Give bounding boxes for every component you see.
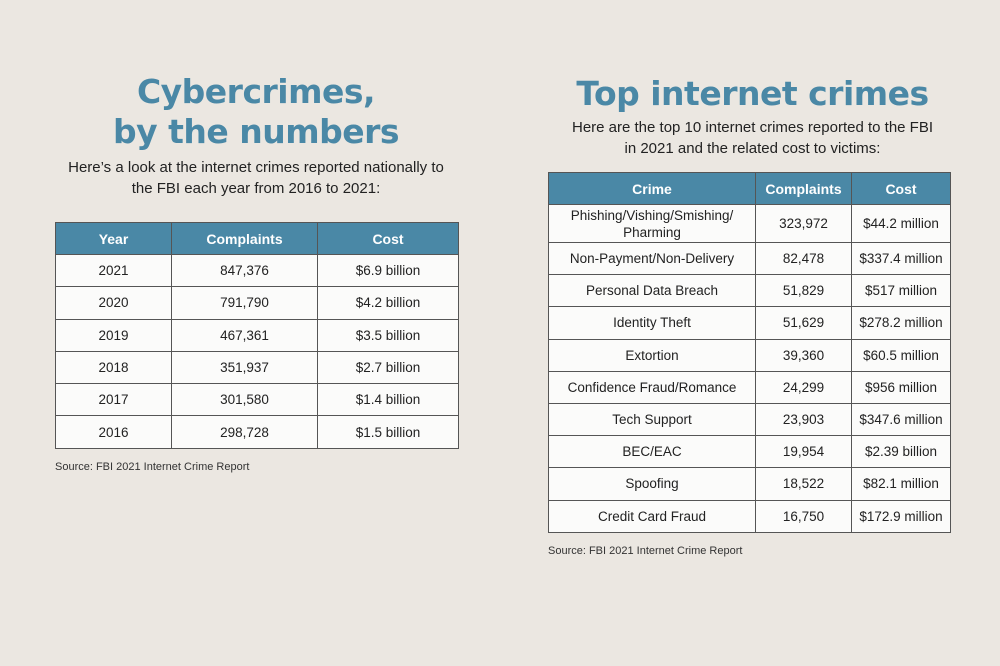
complaints-cell: 39,360 bbox=[756, 339, 852, 371]
yearly-source-note: Source: FBI 2021 Internet Crime Report bbox=[55, 461, 250, 473]
complaints-cell: 16,750 bbox=[756, 500, 852, 532]
cost-header: Cost bbox=[318, 223, 459, 255]
yearly-title-line-2: by the numbers bbox=[112, 112, 400, 151]
complaints-cell: 51,629 bbox=[756, 307, 852, 339]
complaints-cell: 24,299 bbox=[756, 371, 852, 403]
cost-cell: $1.5 billion bbox=[318, 416, 459, 448]
complaints-cell: 467,361 bbox=[172, 319, 318, 351]
crime-cell: BEC/EAC bbox=[549, 436, 756, 468]
cost-cell: $44.2 million bbox=[852, 205, 951, 243]
cost-cell: $956 million bbox=[852, 371, 951, 403]
crime-cell: Personal Data Breach bbox=[549, 275, 756, 307]
crime-cell: Identity Theft bbox=[549, 307, 756, 339]
table-row bbox=[549, 436, 951, 468]
cost-cell: $347.6 million bbox=[852, 403, 951, 435]
table-row bbox=[56, 351, 459, 383]
cost-cell: $517 million bbox=[852, 275, 951, 307]
yearly-subtitle-line-2: the FBI each year from 2016 to 2021: bbox=[131, 180, 381, 197]
complaints-cell: 51,829 bbox=[756, 275, 852, 307]
complaints-cell: 23,903 bbox=[756, 403, 852, 435]
table-row bbox=[549, 403, 951, 435]
top-crimes-title: Top internet crimes bbox=[576, 74, 929, 113]
yearly-subtitle-line-1: Here’s a look at the internet crimes reported nationally to bbox=[68, 159, 444, 176]
complaints-cell: 351,937 bbox=[172, 351, 318, 383]
yearly-table bbox=[55, 222, 459, 449]
crime-cell: Tech Support bbox=[549, 403, 756, 435]
cost-cell: $1.4 billion bbox=[318, 384, 459, 416]
table-row bbox=[549, 500, 951, 532]
top-crimes-source-note: Source: FBI 2021 Internet Crime Report bbox=[548, 545, 743, 557]
complaints-cell: 298,728 bbox=[172, 416, 318, 448]
yearly-title bbox=[0, 72, 512, 152]
cost-cell: $3.5 billion bbox=[318, 319, 459, 351]
cost-cell: $2.39 billion bbox=[852, 436, 951, 468]
complaints-header: Complaints bbox=[172, 223, 318, 255]
complaints-cell: 301,580 bbox=[172, 384, 318, 416]
crime-cell: Extortion bbox=[549, 339, 756, 371]
crime-line-1: Phishing/Vishing/Smishing/ bbox=[570, 207, 734, 223]
complaints-cell: 323,972 bbox=[756, 205, 852, 243]
top-crimes-subtitle-line-1: Here are the top 10 internet crimes reported to the FBI bbox=[571, 119, 934, 136]
year-cell: 2017 bbox=[56, 384, 172, 416]
year-cell: 2020 bbox=[56, 287, 172, 319]
cost-cell: $4.2 billion bbox=[318, 287, 459, 319]
cost-cell: $60.5 million bbox=[852, 339, 951, 371]
complaints-cell: 82,478 bbox=[756, 243, 852, 275]
cost-cell: $337.4 million bbox=[852, 243, 951, 275]
crime-cell: Spoofing bbox=[549, 468, 756, 500]
yearly-title-line-1: Cybercrimes, bbox=[136, 72, 376, 111]
cost-cell: $172.9 million bbox=[852, 500, 951, 532]
top-crimes-subtitle bbox=[500, 117, 1000, 159]
table-row bbox=[56, 416, 459, 448]
crime-cell: Confidence Fraud/Romance bbox=[549, 371, 756, 403]
table-row bbox=[56, 255, 459, 287]
complaints-header: Complaints bbox=[756, 173, 852, 205]
cost-cell: $278.2 million bbox=[852, 307, 951, 339]
cost-cell: $2.7 billion bbox=[318, 351, 459, 383]
crime-header: Crime bbox=[549, 173, 756, 205]
table-row bbox=[549, 205, 951, 243]
cost-cell: $82.1 million bbox=[852, 468, 951, 500]
year-cell: 2019 bbox=[56, 319, 172, 351]
table-row bbox=[56, 384, 459, 416]
year-header: Year bbox=[56, 223, 172, 255]
table-row bbox=[56, 319, 459, 351]
table-row bbox=[549, 275, 951, 307]
table-row bbox=[549, 243, 951, 275]
table-row bbox=[549, 307, 951, 339]
top-crimes-subtitle-line-2: in 2021 and the related cost to victims: bbox=[624, 140, 881, 157]
cost-header: Cost bbox=[852, 173, 951, 205]
year-cell: 2016 bbox=[56, 416, 172, 448]
crime-line-2: Pharming bbox=[623, 224, 681, 240]
crime-cell bbox=[549, 205, 756, 243]
table-row bbox=[549, 371, 951, 403]
complaints-cell: 18,522 bbox=[756, 468, 852, 500]
complaints-cell: 19,954 bbox=[756, 436, 852, 468]
complaints-cell: 791,790 bbox=[172, 287, 318, 319]
table-row bbox=[549, 339, 951, 371]
yearly-header-row bbox=[56, 223, 459, 255]
table-row bbox=[549, 468, 951, 500]
table-row bbox=[56, 287, 459, 319]
complaints-cell: 847,376 bbox=[172, 255, 318, 287]
crime-cell: Non-Payment/Non-Delivery bbox=[549, 243, 756, 275]
top-crimes-header-row bbox=[549, 173, 951, 205]
yearly-subtitle bbox=[0, 157, 512, 199]
crime-cell: Credit Card Fraud bbox=[549, 500, 756, 532]
year-cell: 2021 bbox=[56, 255, 172, 287]
year-cell: 2018 bbox=[56, 351, 172, 383]
cost-cell: $6.9 billion bbox=[318, 255, 459, 287]
top-crimes-table bbox=[548, 172, 951, 533]
